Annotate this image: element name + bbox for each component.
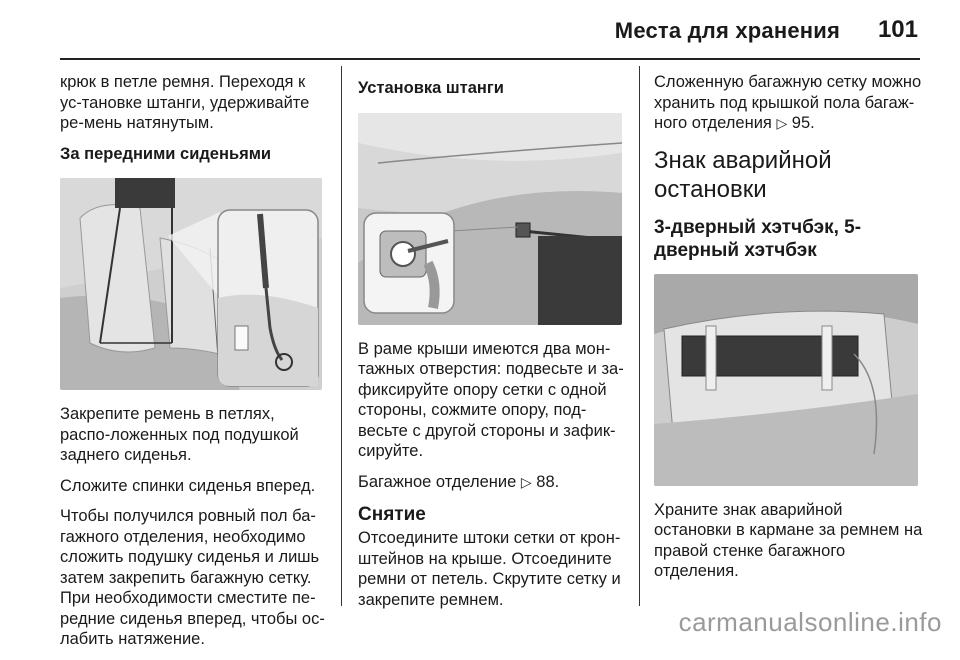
paragraph-triangle-storage: Храните знак аварийной остановки в кармане за ремнем на правой стенке багажного отделения. (654, 500, 923, 580)
subheading-rod-installation: Установка штанги (358, 79, 504, 97)
storage-page[interactable]: 95. (787, 114, 815, 132)
column-2 (358, 72, 624, 620)
page-ref-icon: ▷ (520, 473, 532, 490)
heading-removal: Снятие (358, 504, 426, 525)
page-title: Места для хранения (614, 18, 840, 43)
column-divider (639, 66, 640, 606)
paragraph-mounting-holes: В раме крыши имеются два мон-тажных отверстия: подвесьте и за-фиксируйте опору сетки с одной стороны, сожмите опору, под-весьте с другой стороны и зафик-сируйте. (358, 339, 624, 460)
figure-net-behind-seats (60, 178, 322, 390)
paragraph-luggage-reference (358, 472, 624, 493)
paragraph-attach-straps: Закрепите ремень в петлях, распо-ложенных под подушкой заднего сиденья. (60, 405, 299, 464)
paragraph-fold-seats: Сложите спинки сиденья вперед. (60, 476, 316, 495)
storage-text: Сложенную багажную сетку можно хранить под крышкой пола багаж-ного отделения (654, 73, 922, 132)
subheading-behind-front-seats: За передними сиденьями (60, 144, 272, 163)
page-ref-icon: ▷ (776, 115, 788, 131)
paragraph-flat-floor: Чтобы получился ровный пол ба-гажного отделения, необходимо сложить подушку сиденья и лишь затем закрепить багажную сетку. При необходимости сместите пе-редние сиденья вперед, чтобы ос-лабить натяжение. (60, 507, 325, 648)
column-divider (341, 66, 342, 606)
reference-text: Багажное отделение (358, 472, 521, 491)
intro-paragraph: крюк в петле ремня. Переходя к ус-тановке штанги, удерживайте ре-мень натянутым. (60, 73, 310, 132)
header-rule (60, 58, 920, 60)
column-1 (60, 72, 326, 660)
subheading-hatchback: 3-дверный хэтчбэк, 5-дверный хэтчбэк (654, 216, 862, 261)
watermark: carmanualsonline.info (678, 607, 942, 637)
figure-rod-installation (358, 113, 622, 325)
paragraph-net-storage (654, 72, 924, 134)
page-number: 101 (877, 16, 918, 43)
reference-page[interactable]: 88. (531, 472, 560, 491)
heading-warning-triangle: Знак аварийной остановки (654, 146, 832, 203)
figure-warning-triangle-storage (654, 274, 918, 486)
column-3 (654, 72, 924, 592)
paragraph-removal: Отсоедините штоки сетки от крон-штейнов на крыше. Отсоедините ремни от петель. Скрутите сетку и закрепите ремнем. (358, 529, 621, 609)
